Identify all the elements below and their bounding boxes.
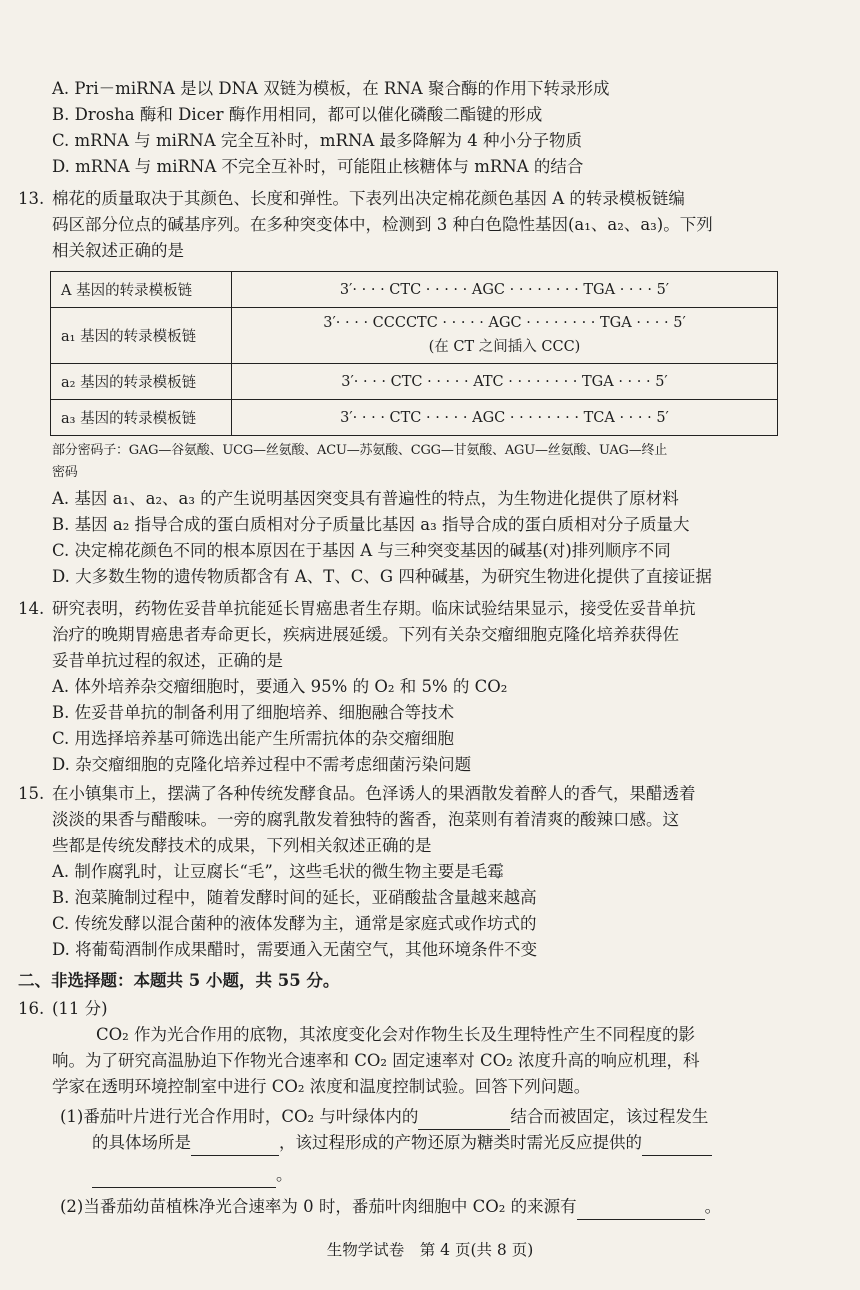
q16-sub1-text-d: ，该过程形成的产物还原为糖类时需光反应提供的 [279, 1133, 642, 1152]
q13-stem-line-3: 相关叙述正确的是 [52, 241, 184, 260]
section-2-title: 二、非选择题：本题共 5 小题，共 55 分。 [18, 971, 340, 990]
row-insert-note: (在 CT 之间插入 CCC) [428, 339, 581, 355]
q15-option-d: D. 将葡萄酒制作成果醋时，需要通入无菌空气，其他环境条件不变 [52, 940, 538, 959]
q16-intro-line-1: CO₂ 作为光合作用的底物，其浓度变化会对作物生长及生理特性产生不同程度的影 [96, 1025, 696, 1044]
q15-option-b: B. 泡菜腌制过程中，随着发酵时间的延长，亚硝酸盐含量越来越高 [52, 888, 537, 907]
q16-number: 16. [18, 999, 45, 1018]
table-row [51, 364, 778, 400]
q14 [0, 596, 860, 778]
q15-number: 15. [18, 784, 45, 803]
q16-sub1-text-a: (1)番茄叶片进行光合作用时，CO₂ 与叶绿体内的 [60, 1107, 419, 1126]
q16-sub1-end: 。 [276, 1165, 293, 1184]
q13-stem-line-1: 棉花的质量取决于其颜色、长度和弹性。下表列出决定棉花颜色基因 A 的转录模板链编 [52, 189, 685, 208]
q16-sub2-text-a: (2)当番茄幼苗植株净光合速率为 0 时，番茄叶肉细胞中 CO₂ 的来源有 [60, 1197, 577, 1216]
q12-options [0, 76, 860, 180]
page-footer: 生物学试卷 第 4 页(共 8 页) [326, 1241, 534, 1259]
q14-option-a: A. 体外培养杂交瘤细胞时，要通入 95% 的 O₂ 和 5% 的 CO₂ [52, 677, 508, 696]
section-heading [0, 968, 860, 994]
q13-option-a: A. 基因 a₁、a₂、a₃ 的产生说明基因突变具有普遍性的特点，为生物进化提供了原材料 [52, 489, 679, 508]
q16-sub1-line-1 [0, 1104, 860, 1130]
q16-sub2-end: 。 [704, 1197, 722, 1216]
q13-option-b: B. 基因 a₂ 指导合成的蛋白质相对分子质量比基因 a₃ 指导合成的蛋白质相对分子质量大 [52, 515, 690, 534]
q14-option-b: B. 佐妥昔单抗的制备利用了细胞培养、细胞融合等技术 [52, 703, 455, 722]
q15-stem-line-2: 淡淡的果香与醋酸味。一旁的腐乳散发着独特的酱香，泡菜则有着清爽的酸辣口感。这 [52, 810, 679, 829]
answer-blank-1[interactable] [418, 1111, 510, 1130]
codon-note-line-1: 部分密码子：GAG—谷氨酸、UCG—丝氨酸、ACU—苏氨酸、CGG—甘氨酸、AGU—丝氨酸、UAG—终止 [52, 443, 668, 458]
row-label: a₂ 基因的转录模板链 [51, 364, 232, 400]
q16-sub1-line-3 [0, 1162, 860, 1188]
row-sequence: 3′· · · · CTC · · · · · AGC · · · · · · · · TCA · · · · 5′ [232, 400, 778, 436]
q12-option-d: D. mRNA 与 miRNA 不完全互补时，可能阻止核糖体与 mRNA 的结合 [52, 157, 584, 176]
row-sequence: 3′· · · · CTC · · · · · ATC · · · · · · · · TGA · · · · 5′ [232, 364, 778, 400]
q14-stem-line-2: 治疗的晚期胃癌患者寿命更长，疾病进展延缓。下列有关杂交瘤细胞克隆化培养获得佐 [52, 625, 679, 644]
gene-sequence-table [50, 271, 778, 436]
answer-blank-3-cont[interactable] [92, 1169, 276, 1188]
answer-blank-4[interactable] [577, 1201, 705, 1220]
q13-options [0, 486, 860, 590]
q16 [0, 996, 860, 1220]
q16-score: (11 分) [52, 999, 108, 1018]
q16-intro-line-2: 响。为了研究高温胁迫下作物光合速率和 CO₂ 固定速率对 CO₂ 浓度升高的响应机理，科 [52, 1051, 700, 1070]
q15 [0, 781, 860, 963]
q14-option-c: C. 用选择培养基可筛选出能产生所需抗体的杂交瘤细胞 [52, 729, 455, 748]
row-label: a₁ 基因的转录模板链 [51, 308, 232, 364]
q16-sub1-text-b: 结合而被固定，该过程发生 [510, 1107, 709, 1126]
table-row [51, 272, 778, 308]
q14-stem-line-3: 妥昔单抗过程的叙述，正确的是 [52, 651, 283, 670]
codon-note-line-2: 密码 [52, 465, 78, 480]
q13-option-c: C. 决定棉花颜色不同的根本原因在于基因 A 与三种突变基因的碱基(对)排列顺序不同 [52, 541, 671, 560]
q12-option-c: C. mRNA 与 miRNA 完全互补时，mRNA 最多降解为 4 种小分子物质 [52, 131, 583, 150]
codon-note [52, 440, 860, 484]
q16-intro-line-3: 学家在透明环境控制室中进行 CO₂ 浓度和温度控制试验。回答下列问题。 [52, 1077, 591, 1096]
q14-stem-line-1: 研究表明，药物佐妥昔单抗能延长胃癌患者生存期。临床试验结果显示，接受佐妥昔单抗 [52, 599, 696, 618]
q15-option-c: C. 传统发酵以混合菌种的液体发酵为主，通常是家庭式或作坊式的 [52, 914, 537, 933]
q14-number: 14. [18, 599, 45, 618]
q13-stem-line-2: 码区部分位点的碱基序列。在多种突变体中，检测到 3 种白色隐性基因(a₁、a₂、a₃)。下列 [52, 215, 713, 234]
q15-stem-line-1: 在小镇集市上，摆满了各种传统发酵食品。色泽诱人的果酒散发着醉人的香气，果醋透着 [52, 784, 696, 803]
row-sequence: 3′· · · · CCCCTC · · · · · AGC · · · · · · · · TGA · · · · 5′ [323, 315, 686, 331]
q13-stem [0, 186, 860, 264]
q12-option-b: B. Drosha 酶和 Dicer 酶作用相同，都可以催化磷酸二酯键的形成 [52, 105, 543, 124]
q16-sub2-line-1 [0, 1194, 860, 1220]
q16-sub1-line-2 [0, 1130, 860, 1156]
table-row [51, 400, 778, 436]
q13-option-d: D. 大多数生物的遗传物质都含有 A、T、C、G 四种碱基，为研究生物进化提供了直接证据 [52, 567, 712, 586]
q12-option-a: A. Pri－miRNA 是以 DNA 双链为模板，在 RNA 聚合酶的作用下转录形成 [52, 79, 610, 98]
q16-sub1-text-c: 的具体场所是 [92, 1133, 191, 1152]
q15-option-a: A. 制作腐乳时，让豆腐长“毛”，这些毛状的微生物主要是毛霉 [52, 862, 504, 881]
row-label: A 基因的转录模板链 [51, 272, 232, 308]
row-label: a₃ 基因的转录模板链 [51, 400, 232, 436]
q15-stem-line-3: 些都是传统发酵技术的成果，下列相关叙述正确的是 [52, 836, 432, 855]
answer-blank-3[interactable] [642, 1137, 712, 1156]
row-sequence: 3′· · · · CTC · · · · · AGC · · · · · · · · TGA · · · · 5′ [232, 272, 778, 308]
q13-number: 13. [18, 189, 45, 208]
answer-blank-2[interactable] [191, 1137, 279, 1156]
table-row [51, 308, 778, 364]
q14-option-d: D. 杂交瘤细胞的克隆化培养过程中不需考虑细菌污染问题 [52, 755, 472, 774]
